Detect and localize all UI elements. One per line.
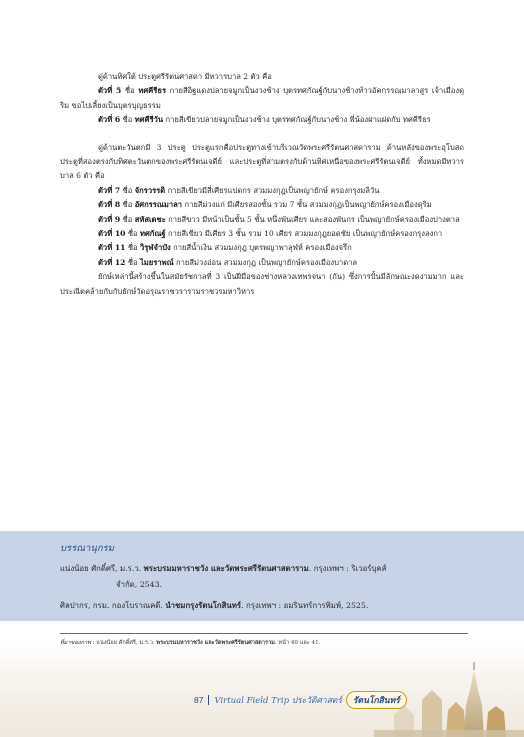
paragraph-guardian-5 bbox=[60, 84, 464, 113]
source-title: พระบรมมหาราชวัง และวัดพระศรีรัตนศาสดาราม bbox=[156, 640, 275, 646]
paragraph-guardian-6 bbox=[60, 113, 464, 127]
guardian-number: ตัวที่ 9 bbox=[98, 214, 121, 224]
paragraph-craftsmanship: ยักษ์เหล่านี้สร้างขึ้นในสมัยรัชกาลที่ 3 เป็นฝีมือของช่างหลวงเทพรจนา (กัน) ซึ่งการปั้นมีลักษณะงดงามมาก และประณีตคล้ายกับกับยักษ์วัดอรุณราชวรารามราชวรมหาวิหาร bbox=[60, 272, 464, 296]
guardian-number: ตัวที่ 8 bbox=[98, 200, 121, 210]
paragraph-west-gates: ดู่ด้านตะวันตกมี 3 ประตู ประตูแรกคือประตูทางเข้าบริเวณวัดพระศรีรัตนศาสดาราม ด้านหลังของพระอุโบสถ ประตูที่สองตรงกับทิศตะวันตกของพระศรีรัตนเจดีย์ และประตูที่สามตรงกับด้านทิศเหนือของพระศรีรัตนเจดีย์ ทั้งหมดมีทวารบาล 6 ตัว คือ bbox=[60, 142, 464, 181]
guardian-description: กายสีเขียวมีสี่เศียรแปดกร สวมมงกุฎเป็นพญายักษ์ ครองกรุงมลิวัน bbox=[165, 185, 380, 195]
connector-text: ชื่อ bbox=[120, 200, 135, 210]
paragraph-guardian-12 bbox=[60, 256, 464, 270]
connector-text: ชื่อ bbox=[120, 115, 135, 125]
bibliography-publisher: . กรุงเทพฯ : ริเวอร์บุคส์ bbox=[308, 564, 387, 573]
guardian-name: วิรุฬจำบัง bbox=[139, 243, 171, 253]
bibliography-book-title: นำชมกรุงรัตนโกสินทร์ bbox=[165, 601, 242, 610]
bibliography-band bbox=[0, 531, 524, 621]
connector-text: ชื่อ bbox=[120, 214, 135, 224]
guardian-name: ไมยราพณ์ bbox=[139, 257, 174, 267]
paragraph-guardian-11 bbox=[60, 241, 464, 255]
guardian-name: ทศคีรีธร bbox=[138, 86, 167, 96]
source-author: : แน่งน้อย ศักดิ์ศรี, ม.ร.ว. bbox=[90, 640, 157, 646]
guardian-number: ตัวที่ 5 bbox=[98, 86, 122, 96]
bibliography-entry bbox=[60, 561, 470, 593]
guardian-description: กายสีอิฐแดงปลายจมูกเป็นงวงช้าง บุตรทศกัณฐ์กับนางช้างท้าวอัคกรรณมาลาสูร เจ้าเมืองดุริม ขอไปเลี้ยงเป็นบุตรบุญธรรม bbox=[60, 86, 465, 110]
connector-text: ชื่อ bbox=[125, 229, 140, 239]
bibliography-title: บรรณานุกรม bbox=[60, 543, 114, 554]
source-label: ที่มาของภาพ bbox=[60, 640, 91, 646]
connector-text: ชื่อ bbox=[120, 185, 135, 195]
paragraph-gap bbox=[60, 128, 464, 141]
bibliography-author: แน่งน้อย ศักดิ์ศรี, ม.ร.ว. bbox=[60, 564, 144, 573]
guardian-name: ทศกัณฐ์ bbox=[139, 229, 166, 239]
guardian-number: ตัวที่ 10 bbox=[98, 229, 126, 239]
guardian-name: อัศกรรณมาลา bbox=[134, 200, 183, 210]
guardian-description: กายสีม่วงอ่อน สวมมงกุฎ เป็นพญายักษ์ครองเมืองบาดาล bbox=[173, 257, 358, 267]
paragraph-south-gate: ดู่ด้านทิศใต้ ประตูศรีรัตนศาสดา มีทวารบาล 2 ตัว คือ bbox=[98, 72, 272, 81]
source-pages: . หน้า 40 และ 41. bbox=[274, 640, 321, 646]
footnote-divider bbox=[60, 633, 468, 634]
paragraph-guardian-7 bbox=[60, 184, 464, 198]
footer-separator bbox=[208, 695, 209, 705]
guardian-number: ตัวที่ 7 bbox=[98, 185, 121, 195]
paragraph-guardian-9 bbox=[60, 213, 464, 227]
guardian-description: กายสีขาว มีหน้าเป็นชั้น 5 ชั้น หนึ่งพันเศียร และสองพันกร เป็นพญายักษ์ครองเมืองปางตาล bbox=[165, 214, 460, 224]
connector-text: ชื่อ bbox=[125, 257, 140, 267]
guardian-number: ตัวที่ 12 bbox=[98, 257, 126, 267]
rattanakosin-logo: รัตนโกสินทร์ bbox=[346, 691, 407, 709]
connector-text: ชื่อ bbox=[125, 243, 140, 253]
guardian-name: สหัสเดชะ bbox=[134, 214, 166, 224]
body-text bbox=[60, 70, 464, 299]
guardian-description: กายสีเขียว มีเศียร 3 ชั้น รวม 10 เศียร สวมมงกุฎยอดชัย เป็นพญายักษ์ครองกรุงลงกา bbox=[165, 229, 443, 239]
bibliography-book-title: พระบรมมหาราชวัง และวัดพระศรีรัตนศาสดาราม bbox=[143, 564, 309, 573]
guardian-name: ทศคีรีวัน bbox=[134, 115, 164, 125]
bibliography-entry-continuation: จำกัด, 2543. bbox=[116, 580, 163, 589]
connector-text: ชื่อ bbox=[121, 86, 139, 96]
guardian-number: ตัวที่ 6 bbox=[98, 115, 121, 125]
guardian-description: กายสีเขียวปลายจมูกเป็นงวงช้าง บุตรทศกัณฐ์กับนางช้าง พี่น้องฝาแฝดกับ ทศคีรีธร bbox=[163, 115, 431, 125]
paragraph-guardian-8 bbox=[60, 198, 464, 212]
guardian-description: กายสีน้ำเงิน สวมมงกุฎ บุตรพญาพาลุฬห์ ครองเมืองจรึก bbox=[170, 243, 352, 253]
bibliography-entry-line bbox=[60, 561, 470, 577]
bibliography-publisher: . กรุงเทพฯ : อมรินทร์การพิมพ์, 2525. bbox=[241, 601, 369, 610]
guardian-number: ตัวที่ 11 bbox=[98, 243, 126, 253]
image-source-note bbox=[60, 639, 470, 647]
bibliography-entry bbox=[60, 598, 470, 614]
series-brand: Virtual Field Trip ประวัติศาสตร์ bbox=[214, 696, 342, 706]
bibliography-author: ศิลปากร, กรม. กองโบราณคดี. bbox=[60, 601, 166, 610]
guardian-name: จักรวรรดิ bbox=[134, 185, 166, 195]
page-number: 87 bbox=[194, 695, 204, 705]
paragraph-guardian-10 bbox=[60, 227, 464, 241]
footer-line bbox=[194, 694, 407, 706]
guardian-description: กายสีม่วงแก่ มีเศียรสองชั้น รวม 7 ชั้น สวมมงกุฎเป็นพญายักษ์ครองเมืองดุริม bbox=[182, 200, 432, 210]
